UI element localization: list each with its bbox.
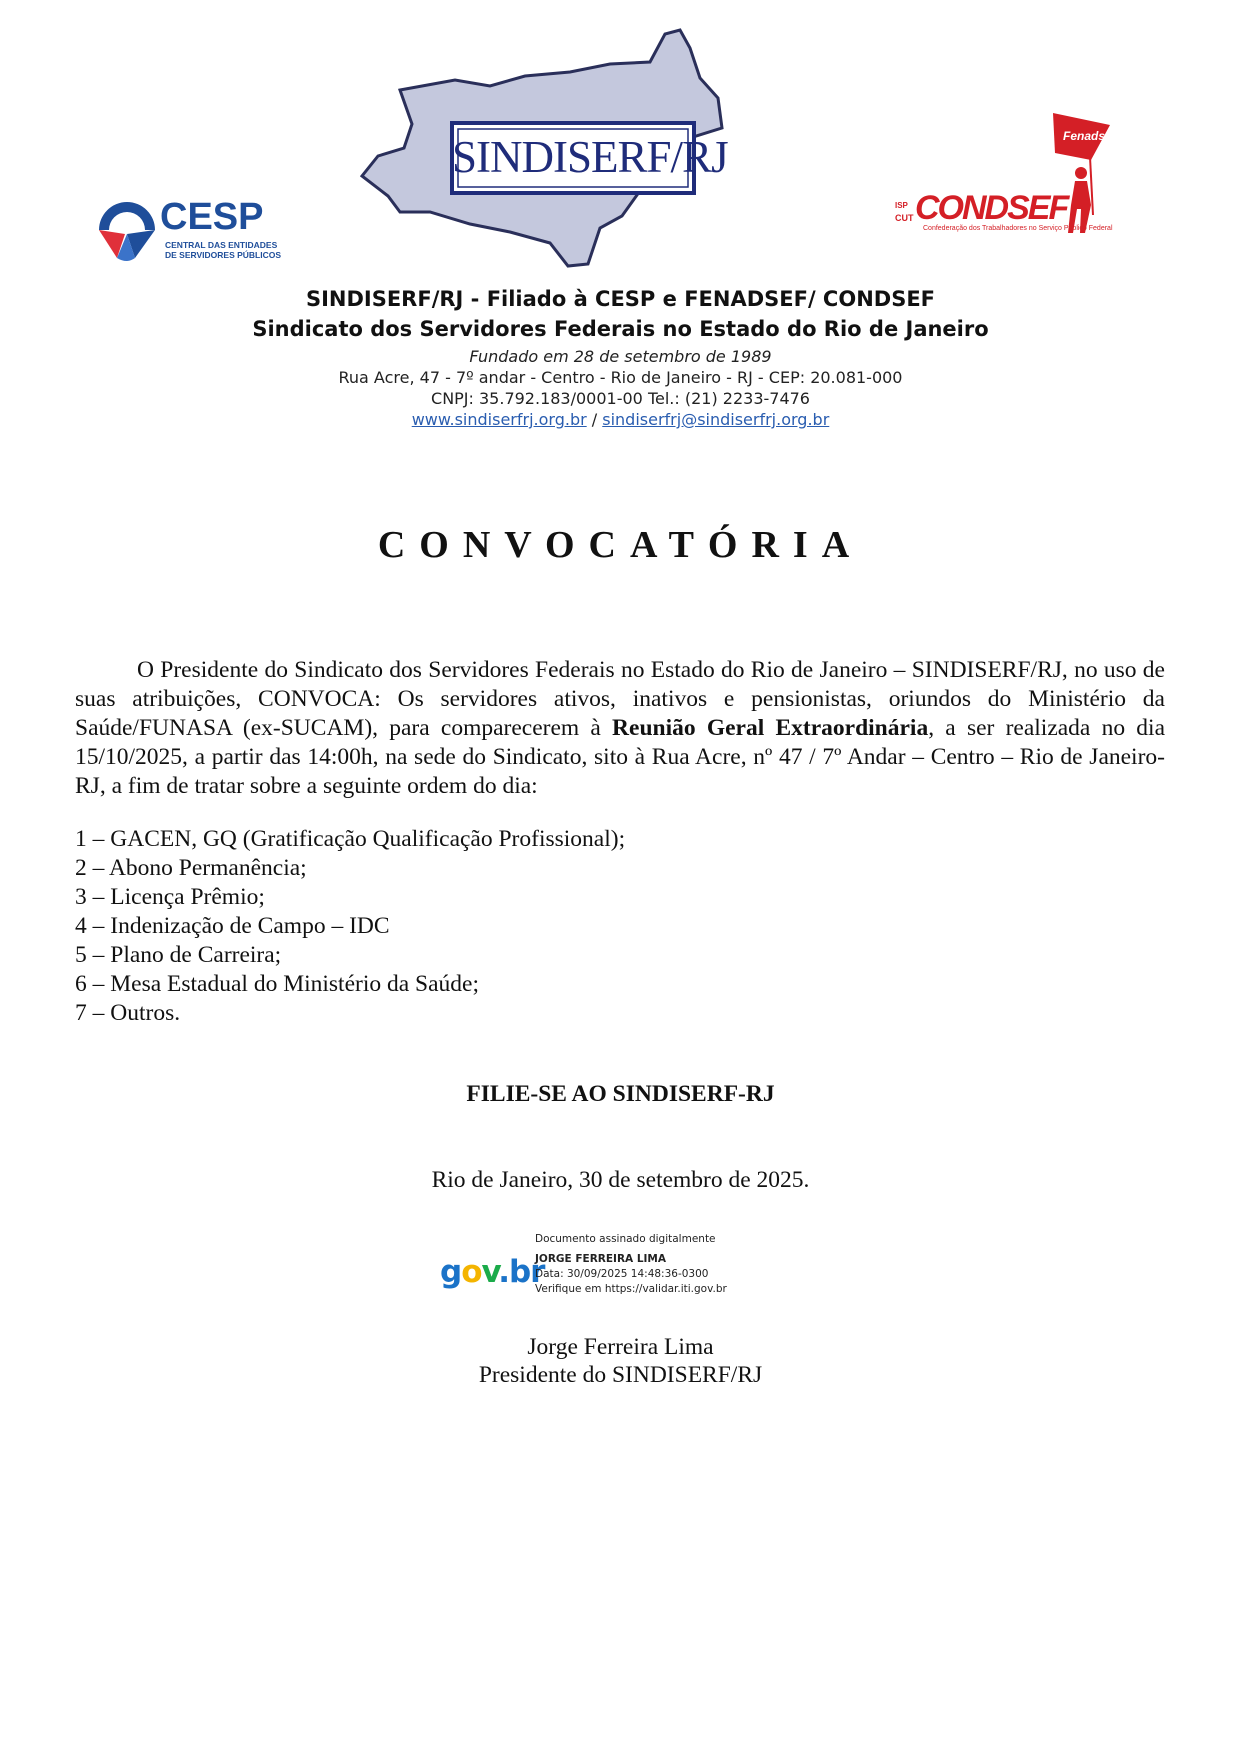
founded-line: Fundado em 28 de setembro de 1989 [469, 347, 772, 366]
contact-line: CNPJ: 35.792.183/0001-00 Tel.: (21) 2233-7476 [431, 389, 810, 408]
signer-role: Presidente do SINDISERF/RJ [478, 1362, 763, 1388]
date-line: Rio de Janeiro, 30 de setembro de 2025. [431, 1167, 810, 1193]
agenda-item: 7 – Outros. [75, 1000, 181, 1026]
sindiserf-logo [360, 28, 790, 268]
fenadsef-text: Fenadsef [1063, 129, 1116, 143]
body-bold-meeting: Reunião Geral Extraordinária [612, 715, 929, 741]
address-line: Rua Acre, 47 - 7º andar - Centro - Rio de Janeiro - RJ - CEP: 20.081-000 [338, 368, 903, 387]
document-title: CONVOCATÓRIA [377, 524, 864, 566]
condsef-title: CONDSEF [915, 189, 1068, 227]
signature-name: JORGE FERREIRA LIMA [535, 1253, 666, 1265]
website-link[interactable]: www.sindiserfrj.org.br [411, 410, 587, 429]
signature-details [535, 1232, 727, 1297]
body-paragraph [75, 656, 1165, 801]
isp-text: ISP [895, 201, 908, 210]
cesp-title: CESP [160, 196, 264, 238]
cesp-subtitle-2: DE SERVIDORES PÚBLICOS [165, 250, 282, 260]
cesp-subtitle-1: CENTRAL DAS ENTIDADES [165, 240, 278, 250]
signature-line-1: Documento assinado digitalmente [535, 1233, 716, 1245]
condsef-logo [885, 105, 1145, 240]
gov-br-logo: gov.br [440, 1254, 545, 1290]
condsef-subtitle: Confederação dos Trabalhadores no Serviço Público Federal [923, 225, 1113, 232]
signer-name: Jorge Ferreira Lima [527, 1334, 714, 1360]
agenda-item: 6 – Mesa Estadual do Ministério da Saúde; [75, 971, 479, 997]
agenda-item: 2 – Abono Permanência; [75, 855, 307, 881]
agenda-item: 1 – GACEN, GQ (Gratificação Qualificação Profissional); [75, 826, 626, 852]
slogan: FILIE-SE AO SINDISERF-RJ [466, 1081, 775, 1107]
digital-signature-stamp [440, 1232, 740, 1304]
signature-verify: Verifique em https://validar.iti.gov.br [535, 1283, 727, 1295]
links-line [0, 410, 1241, 429]
agenda-item: 4 – Indenização de Campo – IDC [75, 913, 390, 939]
cut-text: CUT [895, 213, 914, 223]
body-part-2: , a ser realizada no dia 15/10/2025, a partir das 14:00h, na sede do Sindicato, sito à Rua Acre, nº 47 / 7º Andar – Centro – Rio de Janeiro-RJ, a fim de tratar sobre a seguinte ordem do dia: [75, 715, 1166, 799]
body-part-1: O Presidente do Sindicato dos Servidores Federais no Estado do Rio de Janeiro – SINDISERF/RJ, no uso de suas atribuições, CONVOCA: Os servidores ativos, inativos e pensionistas, oriundos do Ministério da Saúde/FUNASA (ex-SUCAM), para comparecerem à [75, 657, 1165, 741]
gov-br-logo-label [440, 1254, 544, 1290]
cesp-logo [95, 196, 285, 268]
header-line-1: SINDISERF/RJ - Filiado à CESP e FENADSEF/ CONDSEF [305, 287, 936, 311]
email-link[interactable]: sindiserfrj@sindiserfrj.org.br [602, 410, 830, 429]
sindiserf-logo-text: SINDISERF/RJ [452, 132, 728, 182]
agenda-list [75, 825, 1165, 1028]
signature-date: Data: 30/09/2025 14:48:36-0300 [535, 1268, 709, 1280]
agenda-item: 5 – Plano de Carreira; [75, 942, 282, 968]
header-line-2: Sindicato dos Servidores Federais no Estado do Rio de Janeiro [252, 317, 989, 341]
agenda-item: 3 – Licença Prêmio; [75, 884, 265, 910]
links-separator: / [586, 410, 603, 429]
